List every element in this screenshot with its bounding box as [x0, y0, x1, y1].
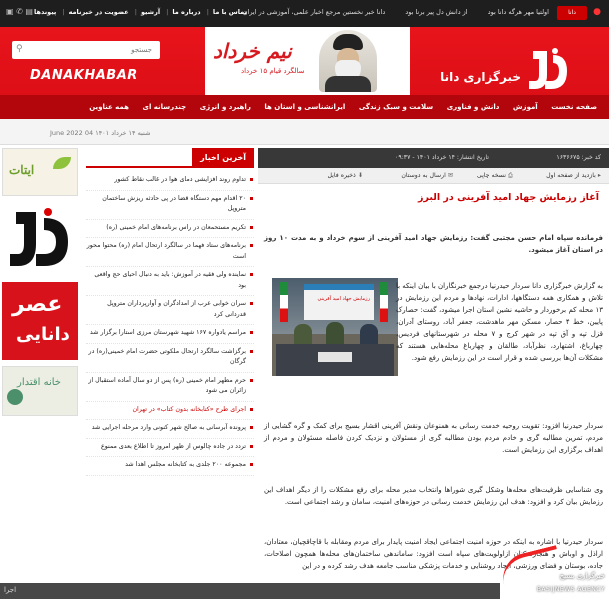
main-nav — [0, 95, 609, 119]
tool-save[interactable]: ⬇ذخیره فایل — [327, 172, 363, 179]
article-paragraph: سردار حیدرنیا با اشاره به اینکه در حوزه امنیت اجتماعی ایجاد امنیت پایدار برای مردم ومقابله با قاچاقچیان، معتادان، اراذل و اوباش و هنجارشکنان ازاولویت‌های سپاه است افزود: ساماندهی ساختمان‌های محله‌ها همچون اصلاحات، جاده، بوستان و فضای ورزشی، ایجاد روشنایی و خدمات پزشکی مناسب جامعه هدف رشد کرده و در این — [264, 538, 603, 570]
top-link-about[interactable]: درباره ما — [172, 8, 201, 16]
search-icon[interactable]: ⚲ — [16, 44, 23, 54]
bottom-bar — [0, 583, 500, 599]
basij-watermark — [500, 552, 609, 599]
bell-icon[interactable]: ● — [593, 7, 601, 17]
current-date: شنبه ۱۴ خرداد ۱۴۰۱ 04 June 2022 — [50, 129, 151, 137]
news-item[interactable]: تداوم روند افزایشی دمای هوا در غالب نقاط کشور — [86, 174, 254, 191]
article-panel — [258, 148, 609, 599]
article-lead: فرمانده سپاه امام حسن مجتبی گفت: رزمایش جهاد امید آفرینی از سوم خرداد و به مدت ۱۰ روز در استان آغاز میشود. — [264, 234, 604, 254]
news-item[interactable]: برگزاشت سالگرد ارتحال ملکوتی حضرت امام خمینی(ره) در گرگان — [86, 346, 254, 373]
news-item[interactable]: نماینده ولی فقیه در آموزش: باید به دنبال احیای حج واقعی بود — [86, 269, 254, 296]
header-banner — [205, 27, 410, 95]
ad-asr-danaei[interactable]: عصر دانایی — [2, 282, 78, 360]
social-icons[interactable]: ▣ ✆ ▤ — [6, 7, 33, 16]
news-item[interactable]: پرونده آبرسانی به صالح شهر کنونی وارد مرحله اجرایی شد — [86, 422, 254, 439]
article-tools — [258, 168, 609, 184]
site-header — [0, 27, 609, 119]
ticker-item[interactable]: دانا خبر نخستین مرجع اخبار علمی، آموزشی در ایران — [242, 8, 386, 16]
bottom-label: اجرا — [4, 586, 17, 594]
swoosh-icon — [498, 545, 563, 585]
mini-logo: دانا — [557, 6, 587, 20]
ticker — [225, 8, 549, 16]
ad-eitaa[interactable]: ایتات — [2, 148, 78, 196]
latest-news-list — [86, 174, 254, 478]
news-code: کد خبر: ۱۶۳۶۶۷۵ — [556, 154, 601, 161]
search-input[interactable] — [36, 41, 156, 59]
latest-news-header — [86, 148, 254, 168]
tool-print[interactable]: ⎙نسخه چاپی — [476, 172, 513, 179]
dana-logo-icon[interactable] — [525, 45, 571, 95]
news-item[interactable]: مجموعه ۲۰۰ جلدی به کتابخانه مجلس اهدا شد — [86, 459, 254, 476]
news-item[interactable]: برنامه‌های ستاد فهما در سالگرد ارتحال امام (ره) محتوا محور است — [86, 240, 254, 267]
ticker-item[interactable]: از دانش دل پیر برنا بود — [405, 8, 468, 16]
article-paragraph: به گزارش خبرگزاری دانا سردار حیدرنیا درجمع خبرنگاران با بیان اینکه با تلاش و همکاری همه دستگاهها، ادارات، نهادها و مردم این رزمایش در ۱۳ محله کم برخوردار و حاشیه نشین استان اجرا میشود، گفت: حصارک پایین، خط ۴ حصار، مسکن مهر ماهدشت، جعفر آباد، روستای آدران، قزل تپه و آق تپه در شهر کرج و ۷ محله در شهرستانهای فردیس، چهارباغ، اشتهارد، نظرآباد، طالقان و چهارباغ محله‌هایی هستند که مشکلات آن‌ها بررسی شده و قرار است در این رزمایش رفع شود. — [396, 282, 604, 362]
news-item[interactable]: تردد در جاده چالوس از ظهر امروز تا اطلاع بعدی ممنوع — [86, 441, 254, 458]
article-paragraph: وی شناسایی ظرفیت‌های محله‌ها وشکل گیری شوراها وانتخاب مدیر محله برای رفع مشکلات را از دیگر اهداف این رزمایش بیان کرد و افزود: هدف این رزمایش خدمت رسانی در حوزه‌های امنیت، سامان و رشد اجتماعی است. — [264, 486, 603, 506]
nav-health[interactable]: سلامت و سبک زندگی — [358, 103, 434, 111]
watermark-en: BASIJNEWS AGENCY — [536, 586, 605, 593]
tool-send[interactable]: ✉ارسال به دوستان — [401, 172, 453, 179]
nav-strategy[interactable]: راهبرد و انرژی — [199, 103, 251, 111]
banner-calligraphy: نیم خرداد — [213, 39, 292, 63]
brand-latin[interactable]: DANAKHABAR — [30, 68, 138, 83]
top-link-contact[interactable]: تماس با ما — [212, 8, 247, 16]
news-item[interactable]: حرم مطهر امام خمینی (ره) پس از دو سال آماده استقبال از زائران می شود — [86, 375, 254, 402]
top-link-links[interactable]: پیوندها — [34, 8, 57, 16]
emblem-icon — [7, 389, 23, 405]
portrait-image — [319, 30, 377, 92]
news-item[interactable]: تکریم مستحمعان در راس برنامه‌های امام خمینی (ره) — [86, 222, 254, 239]
nav-multimedia[interactable]: چندرسانه ای — [142, 103, 187, 111]
dana-logo-icon — [2, 204, 78, 276]
brand-name[interactable]: خبرگزاری دانا — [440, 70, 521, 84]
ad-dana-logo[interactable] — [2, 204, 78, 276]
ad-khaneh-eqtedar[interactable]: خانه اقتدار — [2, 366, 78, 416]
nav-provinces[interactable]: ایرانشناسی و استان ها — [264, 103, 346, 111]
leaf-icon — [53, 157, 71, 169]
nav-education[interactable]: آموزش — [512, 103, 538, 111]
date-bar — [0, 119, 609, 145]
banner-subtitle: سالگرد قیام ۱۵ خرداد — [241, 67, 305, 75]
article-paragraph: سردار حیدرنیا افزود: تقویت روحیه خدمت رسانی به همنوعان ونقش آفرینی اقشار بسیج برای کمک و گره گشایی از مردم، تمرین مطالبه گری و خادم مردم بودن مطالبه گری از مسئولان و نزدیک کردن فاصله مسئولان و مردم از اهداف برگزاری این رزمایش است. — [264, 422, 603, 454]
latest-news — [86, 148, 254, 599]
search-box — [12, 41, 160, 59]
top-links: تماس با ما| درباره ما| آرشیو| عضویت در خبرنامه| پیوندها — [34, 8, 247, 16]
news-item[interactable]: اجرای طرح «کتابخانه بدون کتاب» در تهران — [86, 404, 254, 421]
ticker-item[interactable]: اولتیا مهر هرگه دانا بود — [487, 8, 549, 16]
news-item[interactable]: مراسم یادواره ۱۶۷ شهید شهرستان مرزی استارا برگزار شد — [86, 327, 254, 344]
ad-column — [0, 148, 80, 599]
article-meta-bar — [258, 148, 609, 168]
photo-banner-text: رزمایش جهاد امید آفرینی — [317, 296, 370, 302]
top-link-archive[interactable]: آرشیو — [140, 8, 161, 16]
watermark-fa: خبرگزاری بسیج — [559, 572, 605, 580]
tool-home[interactable]: ▸بازدید از صفحه اول — [546, 172, 601, 179]
latest-news-title: آخرین اخبار — [192, 148, 254, 168]
nav-all-titles[interactable]: همه عناوین — [89, 103, 129, 111]
nav-science[interactable]: دانش و فناوری — [446, 103, 500, 111]
top-link-newsletter[interactable]: عضویت در خبرنامه — [68, 8, 129, 16]
publish-date: تاریخ انتشار: ۱۴ خرداد ۱۴۰۱ - ۰۹:۳۷ — [395, 154, 489, 161]
article-title: آغاز رزمایش جهاد امید آفرینی در البرز — [418, 192, 599, 203]
nav-home[interactable]: صفحه نخست — [551, 103, 597, 111]
news-item[interactable]: سران خوابی عرب از امدادگران و آوارپرداران متروپل قدردانی کرد — [86, 298, 254, 325]
news-item[interactable]: ۲۰ اقدام مهم دستگاه قضا در پی حادثه ریزش ساختمان متروپل — [86, 193, 254, 220]
top-bar — [0, 0, 609, 27]
